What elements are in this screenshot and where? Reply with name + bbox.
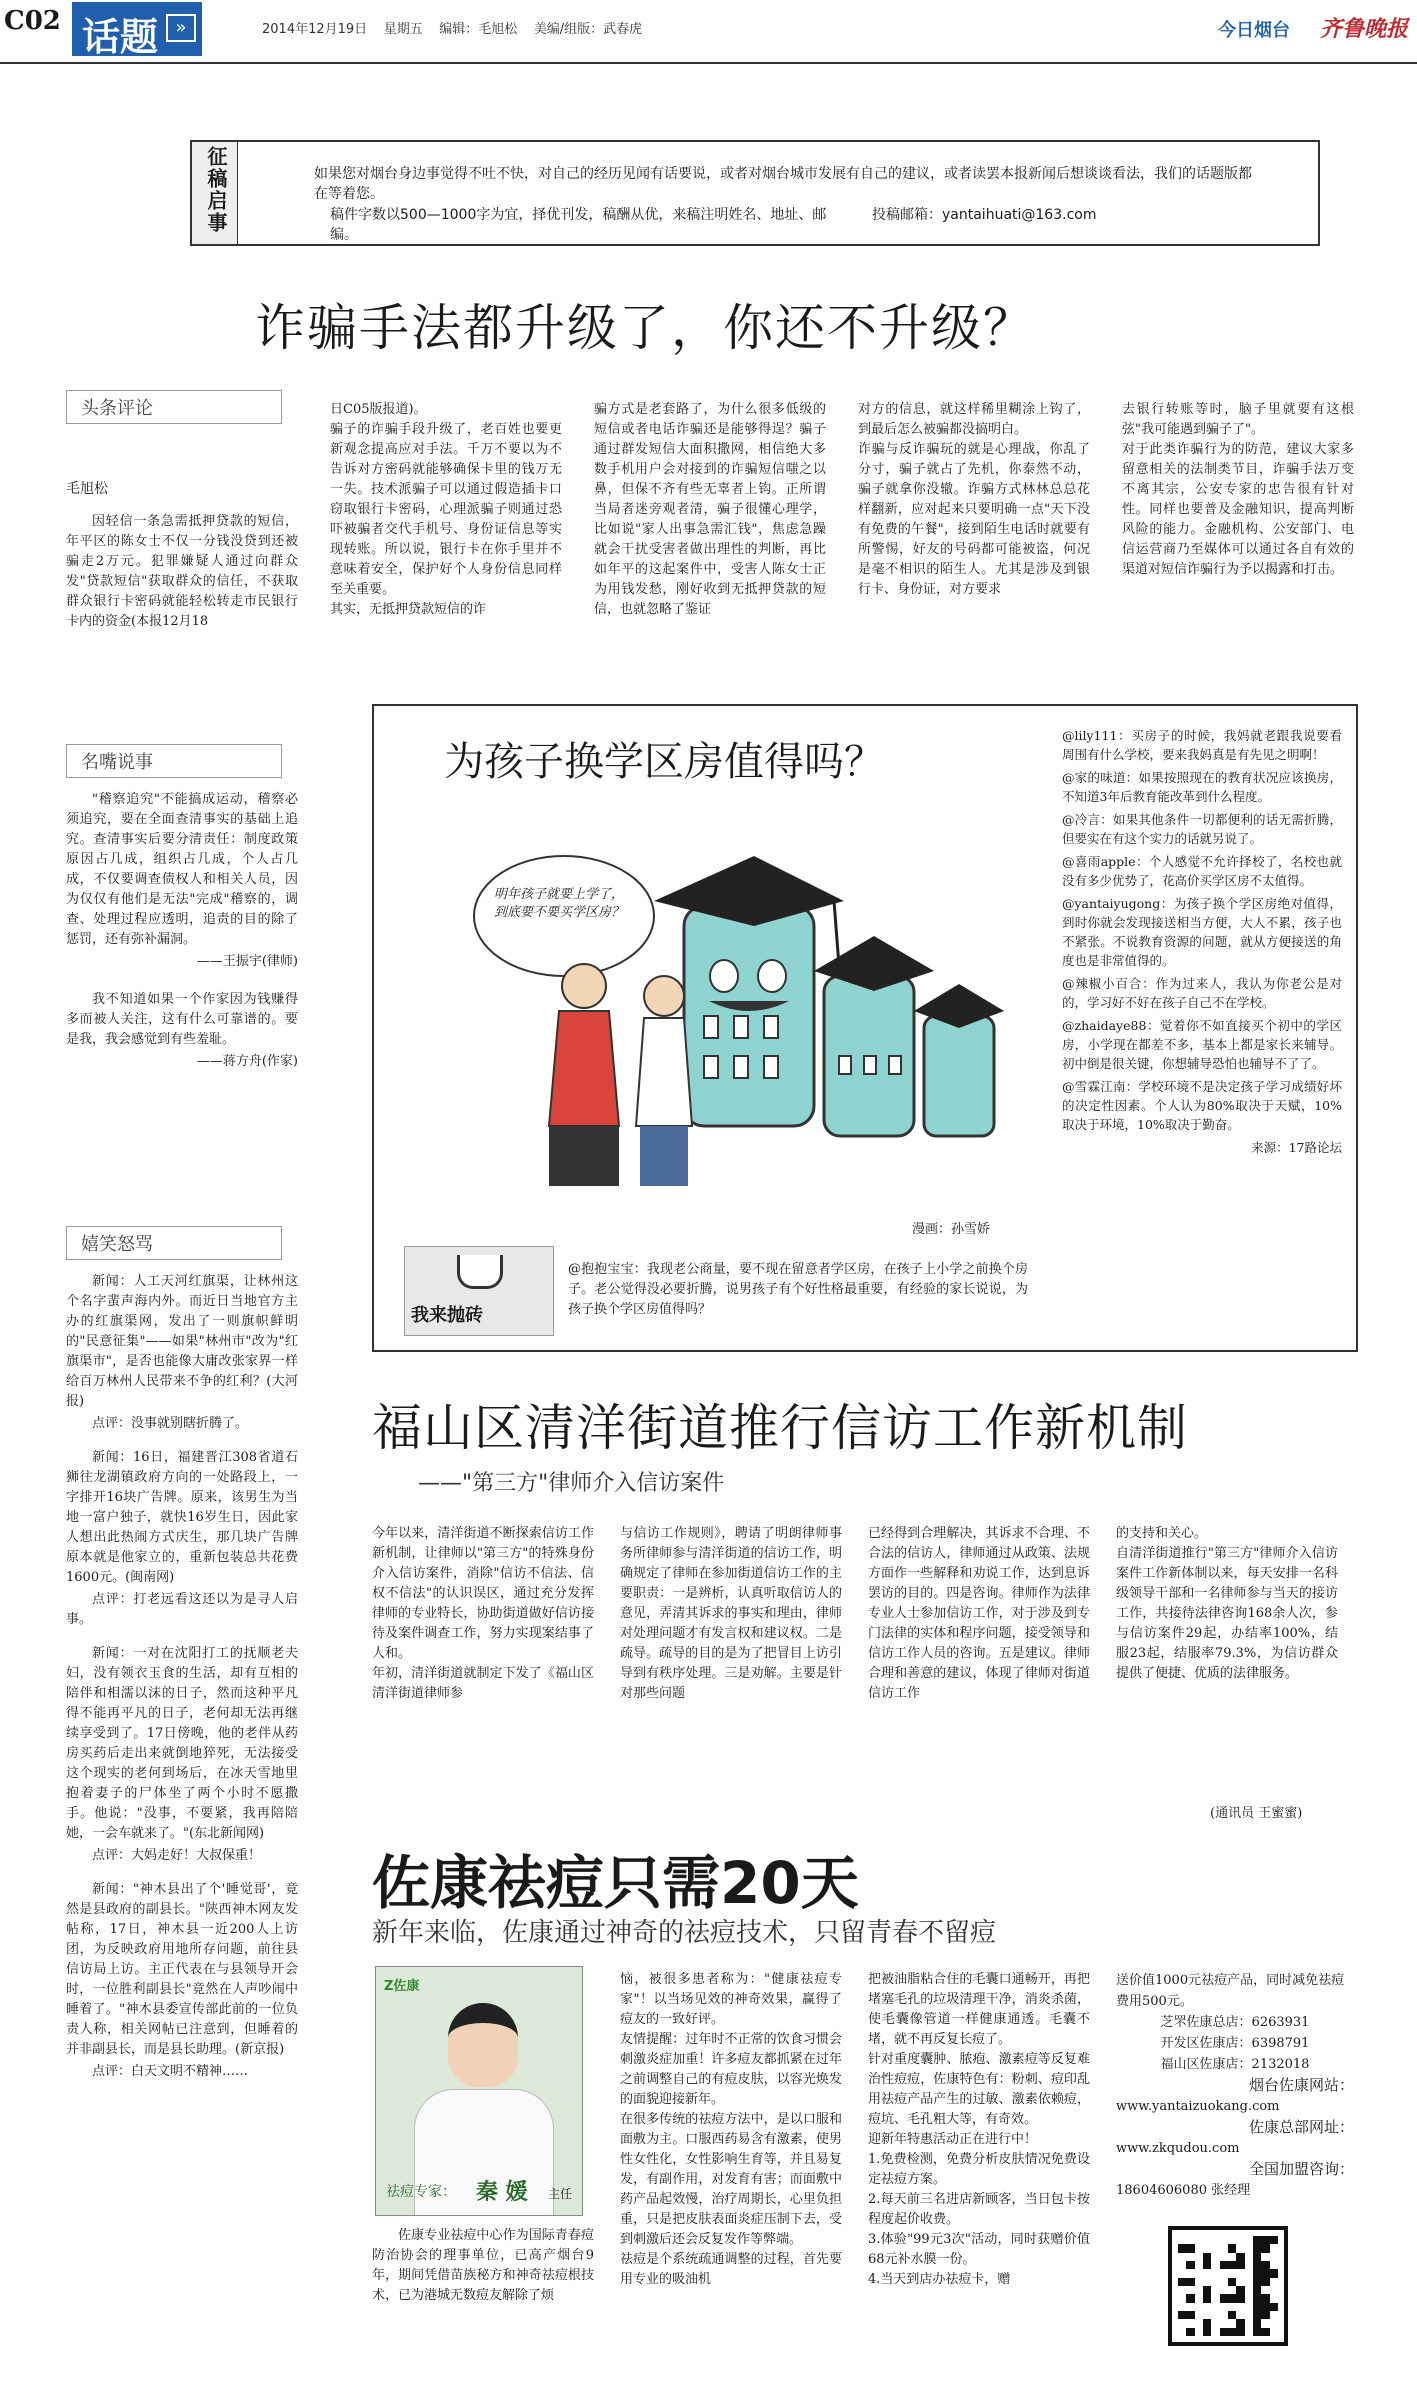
qr-cell [1236, 2236, 1244, 2244]
qr-cell [1203, 2244, 1211, 2252]
qr-code-icon[interactable] [1168, 2226, 1288, 2346]
hq-url[interactable]: www.zkqudou.com [1116, 2141, 1240, 2156]
qr-cell [1245, 2303, 1253, 2311]
qr-cell [1236, 2244, 1244, 2252]
qr-cell [1186, 2269, 1194, 2277]
qr-cell [1236, 2328, 1244, 2336]
qr-cell [1186, 2294, 1194, 2302]
qr-cell [1211, 2328, 1219, 2336]
qr-cell [1228, 2236, 1236, 2244]
qr-cell [1228, 2311, 1236, 2319]
qr-cell [1203, 2261, 1211, 2269]
web-url[interactable]: www.yantaizuokang.com [1116, 2099, 1280, 2114]
school-comment: @yantaiyugong：为孩子换个学区房绝对值得，到时你就会发现接送相当方便，大人不累，孩子也不紧张。不说教育资源的问题，就从方便接送的角度也是非常值得的。 [1062, 896, 1342, 968]
school-comment: @辣椒小百合：作为过来人，我认为你老公是对的，学习好不好在孩子自己不在学校。 [1062, 976, 1342, 1010]
qr-cell [1261, 2253, 1269, 2261]
sidebar-head-1 [66, 744, 282, 778]
qr-cell [1178, 2319, 1186, 2327]
qr-cell [1261, 2328, 1269, 2336]
web-label: 烟台佐康网站： [1248, 2076, 1354, 2094]
school-quote-main-text: @抱抱宝宝：我现老公商量，要不现在留意者学区房，在孩子上小学之前换个房子。老公觉得没必要折腾，说男孩子有个好性格最重要，有经验的家长说说，为孩子换个学区房值得吗？ [568, 1262, 1028, 1317]
cartoon-credit: 漫画：孙雪娇 [912, 1222, 991, 1237]
lead-col-5 [1122, 400, 1354, 582]
qr-cell [1245, 2286, 1253, 2294]
qr-cell [1270, 2269, 1278, 2277]
lead-col-1 [66, 512, 298, 634]
qr-cell [1220, 2278, 1228, 2286]
qr-cell [1270, 2294, 1278, 2302]
qr-cell [1253, 2253, 1261, 2261]
qr-cell [1270, 2328, 1278, 2336]
qr-cell [1245, 2328, 1253, 2336]
qr-cell [1245, 2319, 1253, 2327]
qr-cell [1228, 2244, 1236, 2252]
qr-cell [1228, 2303, 1236, 2311]
qr-cell [1236, 2294, 1244, 2302]
qr-cell [1270, 2253, 1278, 2261]
qr-cell [1195, 2311, 1203, 2319]
qr-cell [1195, 2269, 1203, 2277]
petition-col-3-text: 已经得到合理解决，其诉求不合理、不合法的信访人，律师通过从政策、法规方面作一些解释和劝说工作，达到息诉罢访的目的。四是咨询。律师作为法律专业人士参加信访工作，对于涉及到专门法律的实体和程序问题，接受领导和信访工作人员的咨询。五是建议。律师合理和善意的建议，体现了律师对街道信访工作 [868, 1526, 1090, 1701]
hq-label: 佐康总部网址： [1248, 2118, 1354, 2136]
qr-cell [1228, 2319, 1236, 2327]
school-quote-main [568, 1260, 1028, 1322]
sidebar-s2-p4: 新闻："神木县出了个'睡觉哥'，竟然是县政府的副县长。"陕西神木网友发帖称，17日，神木县一近200人上访团，为反映政府用地所存问题，前往县信访局上访。主正代表在与县领导开会时，一位胜利副县长"竟然在人声吵闹中睡着了。"神木县委宣传部此前的一位负责人称，相关网帖已注意到，但睡着的并非副县长，而是县长助理。(新京报) [66, 1882, 298, 2057]
qr-cell [1178, 2236, 1186, 2244]
petition-col-1-text: 今年以来，清洋街道不断探索信访工作新机制，让律师以"第三方"的特殊身份介入信访案件，消除"信访不信法、信权不信法"的认识误区，通过充分发挥律师的专业特长，协助街道做好信访接待及案件调查工作，努力实现案结事了人和。 年初，清洋街道就制定下发了《福山区清洋街道律师参 [372, 1526, 594, 1701]
qr-cell [1178, 2253, 1186, 2261]
qr-cell [1178, 2261, 1186, 2269]
qr-cell [1228, 2328, 1236, 2336]
qr-cell [1220, 2311, 1228, 2319]
qr-cell [1245, 2311, 1253, 2319]
qr-cell [1220, 2244, 1228, 2252]
petition-col-2-text: 与信访工作规则》，聘请了明朗律师事务所律师参与清洋街道的信访工作，明确规定了律师在参加街道信访工作的主要职责：一是辨析，认真听取信访人的意见，弄清其诉求的事实和理由，律师对处理问题才有发言权和建议权。二是疏导。疏导的目的是为了把冒目上访引导到有秩序处理。三是劝解。主要是针对那些问题 [620, 1526, 842, 1701]
notice-text: 如果您对烟台身边事觉得不吐不快，对自己的经历见闻有话要说，或者对烟台城市发展有自己的建议，或者读罢本报新闻后想谈谈看法，我们的话题版都在等着您。 [314, 166, 1252, 202]
qr-cell [1186, 2278, 1194, 2286]
qr-cell [1253, 2286, 1261, 2294]
qr-cell [1186, 2311, 1194, 2319]
qr-cell [1178, 2311, 1186, 2319]
qr-cell [1245, 2269, 1253, 2277]
qr-cell [1220, 2253, 1228, 2261]
qr-cell [1236, 2278, 1244, 2286]
qr-cell [1203, 2319, 1211, 2327]
section-title: 话题 [82, 15, 159, 59]
school-source: 来源：17路论坛 [1251, 1140, 1342, 1155]
lead-col-5-text: 去银行转账等时，脑子里就要有这根弦"我可能遇到骗子了"。 对于此类诈骗行为的防范，建议大家多留意相关的法制类节目，诈骗手法万变不离其宗，公安专家的忠告很有针对性。同样也要普及金融知识，提高判断风险的能力。金融机构、公安部门、电信运营商乃至媒体可以通过各自有效的渠道对短信诈骗行为予以揭露和打击。 [1122, 402, 1354, 577]
chevron-right-icon: » [166, 14, 196, 42]
lead-col-2 [330, 400, 562, 622]
qr-cell [1220, 2303, 1228, 2311]
cup-icon [457, 1255, 503, 1289]
notice-label [192, 142, 238, 244]
qr-cell [1178, 2328, 1186, 2336]
school-comment: @雪霖江南：学校环境不是决定孩子学习成绩好坏的决定性因素。个人认为80%取决于天赋，10%取决于环境，10%取决于勤奋。 [1062, 1079, 1342, 1132]
ad-headline: 佐康祛痘只需20天 [372, 1849, 859, 1917]
qr-cell [1270, 2278, 1278, 2286]
qr-cell [1236, 2286, 1244, 2294]
qr-cell [1253, 2303, 1261, 2311]
lead-col-3 [594, 400, 826, 622]
qr-cell [1245, 2253, 1253, 2261]
qr-cell [1261, 2286, 1269, 2294]
qr-cell [1220, 2236, 1228, 2244]
qr-cell [1195, 2319, 1203, 2327]
sidebar-title-2: 嬉笑怒骂 [81, 1234, 153, 1255]
qr-cell [1253, 2278, 1261, 2286]
qr-cell [1195, 2294, 1203, 2302]
qr-cell [1186, 2236, 1194, 2244]
qr-cell [1178, 2244, 1186, 2252]
qr-cell [1211, 2269, 1219, 2277]
ad-photo [375, 1966, 583, 2216]
qr-cell [1253, 2244, 1261, 2252]
qr-cell [1195, 2261, 1203, 2269]
sidebar-section-1 [66, 790, 298, 1072]
qr-cell [1178, 2278, 1186, 2286]
school-comment: @喜雨apple：个人感觉不允许择校了，名校也就没有多少优势了，花高价买学区房不太值得。 [1062, 854, 1342, 888]
qr-cell [1236, 2319, 1244, 2327]
portrait-head [448, 2003, 518, 2087]
cartoon-speech: 明年孩子就要上学了，到底要不要买学区房？ [494, 887, 625, 920]
ad-col-1-text: 佐康专业祛痘中心作为国际青春痘防治协会的理事单位，已高产烟台9年，期间凭借苗族秘方和神奇祛痘根技术，已为港城无数痘友解除了烦 [372, 2228, 594, 2303]
lead-col-4-text: 对方的信息，就这样稀里糊涂上钩了，到最后怎么被骗都没搞明白。 诈骗与反诈骗玩的就是心理战，你乱了分寸，骗子就占了先机，你泰然不动，骗子就拿你没辙。诈骗方式林林总总花样翻新，应对起来只要明确一点"天下没有免费的午餐"，接到陌生电话时就要有所警惕，好友的号码都可能被盗，何况是毫不相识的陌生人。尤其是涉及到银行卡、身份证，对方要求 [858, 402, 1090, 597]
photo-name: 秦 媛 [476, 2180, 528, 2205]
lead-col-2-text: 日C05版报道)。 骗子的诈骗手段升级了，老百姓也要更新观念提高应对手法。千万不要以为不告诉对方密码就能够确保卡里的钱万无一失。技术派骗子可以通过假造插卡口窃取银行卡密码，心理派骗子则通过恐吓被骗者交代手机号、身份证信息等实现转账。所以说，银行卡在你手里并不意味着安全，保护好个人身份信息同样至关重要。 其实，无抵押贷款短信的诈 [330, 402, 562, 617]
petition-subhead: ——"第三方"律师介入信访案件 [418, 1471, 725, 1496]
sidebar-s2-c2: 点评：打老远看这还以为是寻人启事。 [66, 1592, 298, 1627]
qr-cell [1178, 2294, 1186, 2302]
brand-logo: 齐鲁晚报 [1320, 16, 1409, 42]
petition-col-2 [620, 1524, 842, 1706]
qr-cell [1270, 2236, 1278, 2244]
header-rule [0, 62, 1417, 64]
qr-cell [1270, 2319, 1278, 2327]
qr-cell [1261, 2261, 1269, 2269]
qr-cell [1178, 2286, 1186, 2294]
qr-cell [1253, 2261, 1261, 2269]
ad-col-3 [868, 1970, 1090, 2292]
sidebar-s1-p2: 我不知道如果一个作家因为钱赚得多而被人关注，这有什么可靠谱的。要是我，我会感觉到有些羞耻。 [66, 992, 298, 1047]
qr-cell [1245, 2278, 1253, 2286]
brand-left: 今日烟台 [1218, 20, 1290, 41]
petition-col-1 [372, 1524, 594, 1706]
qr-cell [1261, 2319, 1269, 2327]
school-comment: @冷言：如果其他条件一切都便利的话无需折腾，但要实在有这个实力的话就另说了。 [1062, 812, 1342, 846]
ad-col-1 [372, 2226, 594, 2308]
petition-col-4 [1116, 1524, 1338, 1686]
lounge-tag [404, 1246, 554, 1336]
sidebar-section-2 [66, 1272, 298, 2084]
qr-cell [1220, 2319, 1228, 2327]
qr-cell [1261, 2311, 1269, 2319]
lead-col-3-text: 骗方式是老套路了，为什么很多低级的短信或者电话诈骗还是能够得逞？骗子通过群发短信大面积撒网，相信绝大多数手机用户会对接到的诈骗短信嗤之以鼻，但保不齐有些无辜者上钩。正所谓当局者迷旁观者清，骗子很懂心理学，比如说"家人出事急需汇钱"，焦虑急躁就会干扰受害者做出理性的判断，再比如年平的这起案件中，受害人陈女士正为用钱发愁，刚好收到无抵押贷款的短信，也就忽略了鉴证 [594, 402, 826, 617]
qr-cell [1195, 2244, 1203, 2252]
qr-cell [1245, 2294, 1253, 2302]
qr-pattern [1178, 2236, 1278, 2336]
qr-cell [1211, 2244, 1219, 2252]
sidebar-s2-p3: 新闻：一对在沈阳打工的抚顺老夫妇，没有领衣玉食的生活，却有互相的陪伴和相濡以沫的日子，然而这种平凡得不能再平凡的日子，老何却无法再继续享受到了。17日傍晚，他的老伴从药房买药后走出来就倒地猝死，无法接受这个现实的老何到场后，在冰天雪地里抱着妻子的尸体坐了两个小时不愿撒手。他说："没事，不要紧，我再陪陪她，一会车就来了。"(东北新闻网) [66, 1646, 298, 1841]
qr-cell [1245, 2261, 1253, 2269]
qr-cell [1270, 2286, 1278, 2294]
lead-col-4 [858, 400, 1090, 602]
qr-cell [1228, 2261, 1236, 2269]
sidebar-s1-p1: "稽察追究"不能搞成运动，稽察必须追究，要在全面查清事实的基础上追究。查清事实后要分清责任：制度政策原因占几成，组织占几成，个人占几成，不仅要调查债权人和相关人员，因为仅仅有他们是无法"完成"稽察的，调查、处理过程应透明，追责的目的除了惩罚，还有弥补漏洞。 [66, 792, 298, 947]
qr-cell [1178, 2269, 1186, 2277]
qr-cell [1261, 2269, 1269, 2277]
lounge-title: 我来抛砖 [411, 1305, 483, 1326]
qr-cell [1186, 2253, 1194, 2261]
branch-item: 芝罘佐康总店：6263931 [1160, 2015, 1310, 2030]
qr-cell [1253, 2319, 1261, 2327]
qr-cell [1253, 2294, 1261, 2302]
qr-cell [1186, 2286, 1194, 2294]
qr-cell [1211, 2311, 1219, 2319]
qr-cell [1253, 2269, 1261, 2277]
school-comments [1062, 726, 1342, 1157]
lead-column-head [66, 390, 282, 424]
qr-cell [1228, 2253, 1236, 2261]
page-code: C02 [4, 6, 61, 36]
sidebar-title-1: 名嘴说事 [81, 752, 153, 773]
notice-text-2: 稿件字数以500—1000字为宜，择优刊发，稿酬从优，来稿注明姓名、地址、邮编。 [330, 207, 827, 243]
qr-cell [1220, 2269, 1228, 2277]
qr-cell [1195, 2236, 1203, 2244]
qr-cell [1228, 2286, 1236, 2294]
petition-col-3 [868, 1524, 1090, 1706]
ad-contact [1116, 1970, 1354, 2201]
qr-cell [1195, 2278, 1203, 2286]
sidebar-s2-c4: 点评：白天文明不精神…… [92, 2064, 249, 2079]
qr-cell [1211, 2261, 1219, 2269]
qr-cell [1228, 2269, 1236, 2277]
qr-cell [1186, 2303, 1194, 2311]
qr-cell [1220, 2261, 1228, 2269]
lead-author: 毛旭松 [66, 481, 108, 497]
qr-cell [1245, 2244, 1253, 2252]
qr-cell [1203, 2303, 1211, 2311]
qr-cell [1261, 2244, 1269, 2252]
lead-column-title: 头条评论 [81, 398, 153, 419]
qr-cell [1186, 2319, 1194, 2327]
branch-item: 开发区佐康店：6398791 [1160, 2036, 1310, 2051]
qr-cell [1211, 2319, 1219, 2327]
qr-cell [1186, 2261, 1194, 2269]
qr-cell [1203, 2253, 1211, 2261]
ad-col-4-intro: 送价值1000元祛痘产品，同时减免祛痘费用500元。 [1116, 1973, 1345, 2009]
school-comment: @lily111：买房子的时候，我妈就老跟我说要看周围有什么学校，要来我妈真是有先见之明啊！ [1062, 728, 1342, 762]
ad-subhead: 新年来临，佐康通过神奇的祛痘技术，只留青春不留痘 [372, 1918, 997, 1948]
qr-cell [1270, 2244, 1278, 2252]
qr-cell [1270, 2311, 1278, 2319]
qr-cell [1211, 2278, 1219, 2286]
qr-cell [1261, 2303, 1269, 2311]
sidebar-head-2 [66, 1226, 282, 1260]
school-cartoon [454, 796, 1054, 1216]
qr-cell [1261, 2236, 1269, 2244]
qr-cell [1211, 2286, 1219, 2294]
notice-box [190, 140, 1320, 246]
qr-cell [1195, 2253, 1203, 2261]
sidebar-s2-c1: 点评：没事就别瞎折腾了。 [92, 1416, 249, 1431]
ad-col-2 [620, 1970, 842, 2292]
ad-col-2-text: 恼，被很多患者称为："健康祛痘专家"！以当场见效的神奇效果，赢得了痘友的一致好评。 友情提醒：过年时不正常的饮食习惯会刺激炎症加重！许多痘友都抓紧在过年之前调整自己的有痘皮肤，以容光焕发的面貌迎接新年。 在很多传统的祛痘方法中，是以口服和面敷为主。口服西药易含有激素，使男性女性化，女性影响生育等，并且易复发，有副作用，对发育有害；而面敷中药产品起效慢，治疗周期长，心里负担重，只是把皮肤表面炎症压制下去，受到刺激后还会反复发作等弊端。 祛痘是个系统疏通调整的过程，首先要用专业的吸油机 [620, 1972, 842, 2287]
qr-cell [1211, 2253, 1219, 2261]
sidebar-s2-p2: 新闻：16日，福建晋江308省道石狮往龙湖镇政府方向的一处路段上，一字排开16块广告牌。原来，该男生为当地一富户独子，就快16岁生日，因此家人想出此热闹方式庆生，那几块广告牌原本就是他家立的，重新包装总共花费1600元。(闽南网) [66, 1450, 298, 1585]
petition-byline: (通讯员 王蜜蜜) [1210, 1806, 1303, 1821]
photo-title: 主任 [548, 2187, 573, 2201]
qr-cell [1245, 2236, 1253, 2244]
qr-cell [1203, 2294, 1211, 2302]
qr-cell [1253, 2236, 1261, 2244]
qr-cell [1203, 2328, 1211, 2336]
petition-col-4-text: 的支持和关心。 自清洋街道推行"第三方"律师介入信访案件工作新体制以来，每天安排一名科级领导干部和一名律师参与当天的接访工作，共接待法律咨询168余人次，参与信访案件29起，办结率100%，结服23起，结服率79.3%，为信访群众提供了便捷、优质的法律服务。 [1116, 1526, 1338, 1681]
qr-cell [1236, 2269, 1244, 2277]
school-title: 为孩子换学区房值得吗？ [444, 739, 884, 785]
sidebar-s1-sig2: ——蒋方舟(作家) [196, 1054, 298, 1069]
qr-cell [1236, 2253, 1244, 2261]
meta-line: 2014年12月19日 星期五 编辑：毛旭松 美编/组版：武春虎 [262, 22, 643, 37]
page-header [0, 0, 1417, 64]
branch-item: 福山区佐康店：2132018 [1160, 2057, 1310, 2072]
qr-cell [1186, 2244, 1194, 2252]
sidebar-s2-c3: 点评：大妈走好！大叔保重！ [92, 1848, 262, 1863]
notice-email: 投稿邮箱：yantaihuati@163.com [872, 207, 1097, 223]
hotline: 18604606080 张经理 [1116, 2183, 1251, 2198]
qr-cell [1220, 2294, 1228, 2302]
qr-cell [1253, 2311, 1261, 2319]
hotline-label: 全国加盟咨询： [1248, 2160, 1354, 2178]
qr-cell [1186, 2328, 1194, 2336]
qr-cell [1261, 2294, 1269, 2302]
qr-cell [1211, 2303, 1219, 2311]
sidebar-s1-sig1: ——王振宇(律师) [196, 954, 298, 969]
qr-cell [1195, 2286, 1203, 2294]
qr-cell [1211, 2294, 1219, 2302]
ad-col-3-text: 把被油脂粘合住的毛囊口通畅开，再把堵塞毛孔的垃圾清理干净，消炎杀菌，使毛囊像管道一样健康通透。毛囊不堵，就不再反复长痘了。 针对重度囊肿、脓疱、激素痘等反复难治性痘痘，佐康特色有：粉刺、痘印乱用祛痘产品产生的过敏、激素依赖痘，痘坑、毛孔粗大等，有奇效。 迎新年特惠活动正在进行中！ 1.免费检测，免费分析皮肤情况免费设定祛痘方案。 2.每天前三名进店新顾客，当日包卡按程度起价收费。 3.体验"99元3次"活动，同时获赠价值68元补水膜一份。 4.当天到店办祛痘卡，赠 [868, 1972, 1090, 2287]
qr-cell [1211, 2236, 1219, 2244]
section-tab [72, 2, 202, 59]
school-box [372, 704, 1358, 1352]
qr-cell [1203, 2236, 1211, 2244]
cartoon-illustration [454, 796, 1054, 1216]
qr-cell [1178, 2303, 1186, 2311]
petition-headline: 福山区清洋街道推行信访工作新机制 [372, 1399, 1188, 1457]
brand-mark: Z佐康 [384, 1979, 420, 1994]
qr-cell [1195, 2328, 1203, 2336]
qr-cell [1203, 2311, 1211, 2319]
qr-cell [1228, 2294, 1236, 2302]
qr-cell [1203, 2286, 1211, 2294]
qr-cell [1236, 2311, 1244, 2319]
qr-cell [1220, 2328, 1228, 2336]
qr-cell [1270, 2303, 1278, 2311]
qr-cell [1220, 2286, 1228, 2294]
school-comment: @家的味道：如果按照现在的教育状况应该换房，不知道3年后教育能改革到什么程度。 [1062, 770, 1342, 804]
school-comment: @zhaidaye88：觉着你不如直接买个初中的学区房，小学现在都差不多，基本上都是家长来辅导。初中倒是很关键，你想辅导恐怕也辅导不了了。 [1062, 1018, 1342, 1071]
qr-cell [1203, 2278, 1211, 2286]
lead-headline: 诈骗手法都升级了，你还不升级？ [255, 299, 1035, 357]
photo-label: 祛痘专家： [386, 2184, 456, 2200]
notice-label-text: 征稿启事 [204, 146, 228, 234]
lead-col-1-text: 因轻信一条急需抵押贷款的短信，年平区的陈女士不仅一分钱没贷到还被骗走2万元。犯罪嫌疑人通过向群众发"贷款短信"获取群众的信任，不获取群众银行卡密码就能轻松转走市民银行卡内的资金(本报12月18 [66, 514, 298, 629]
qr-cell [1195, 2303, 1203, 2311]
sidebar-s2-p1: 新闻：人工天河红旗渠，让林州这个名字蜚声海内外。而近日当地官方主办的红旗渠网，发出了一则旗帜鲜明的"民意征集"——如果"林州市"改为"红旗渠市"，是否也能像大庸改张家界一样给百万林州人民带来不争的红利？(大河报) [66, 1274, 298, 1409]
qr-cell [1203, 2269, 1211, 2277]
qr-cell [1253, 2328, 1261, 2336]
qr-cell [1261, 2278, 1269, 2286]
qr-cell [1236, 2303, 1244, 2311]
qr-cell [1228, 2278, 1236, 2286]
qr-cell [1236, 2261, 1244, 2269]
qr-cell [1270, 2261, 1278, 2269]
